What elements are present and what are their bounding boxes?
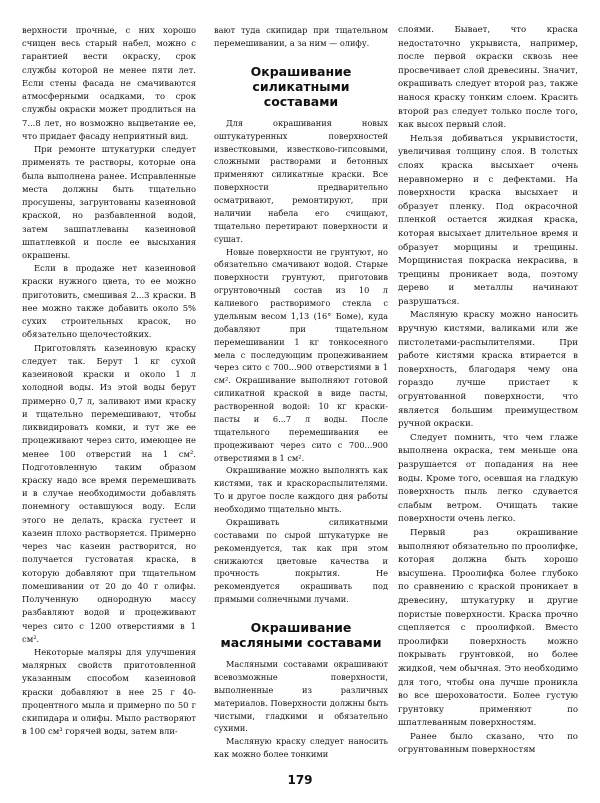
- text-column-right: [398, 24, 578, 758]
- paragraph: Следует помнить, что чем глаже выполнена окраска, тем меньше она разрушается от попадания на нее воды. Кроме того, осевшая на гладкую поверхность пыль легко сдувается слабым ветром. Очищать такие поверхности очень легко.: [398, 432, 578, 525]
- paragraph: Окрашивать силикатными составами по сырой штукатурке не рекомендуется, так как при этом снижаются цветовые качества и прочность покрытия. Не рекомендуется окрашивать под прямыми солнечными лучами.: [214, 516, 388, 605]
- paragraph: При ремонте штукатурки следует применять те растворы, которые она была выполнена ранее. Исправленные места должны быть тщательно просушены, загрунтованы казеиновой краской, но разбавленной водой, затем зашпатлеваны казеиновой шпатлевкой и после ее высыхания окрашены.: [22, 144, 196, 260]
- paragraph: Приготовлять казеиновую краску следует так. Берут 1 кг сухой казеиновой краски и около 1 л холодной воды. Из этой воды берут примерно 0,7 л, заливают ими краску и тщательно перемешивают, чтобы ликвидировать комки, и тут же ее процеживают через сито, имеющее не менее 100 отверстий на 1 см². Подготовленную таким образом краску надо все время перемешивать и в случае необходимости добавлять понемногу оставшуюся воду. Если этого не делать, краска густеет и казеин плохо растворяется. Примерно через час казеин растворится, но получается густоватая краска, в которую добавляют при тщательном помешивании от 20 до 40 г олифы. Полученную однородную массу разбавляют водой и процеживают через сито с 1200 отверстиями в 1 см².: [22, 342, 196, 644]
- paragraph: Для окрашивания новых оштукатуренных поверхностей известковыми, известково-гипсовыми, сложными растворами и бетонных применяют силикатные краски. Все поверхности предварительно осматривают, ремонтируют, при наличии набела его счищают, тщательно перетирают поверхности и сушат.: [214, 117, 388, 244]
- paragraph: Ранее было сказано, что по огрунтованным поверхностям: [398, 731, 578, 756]
- paragraph: Если в продаже нет казеиновой краски нужного цвета, то ее можно приготовить, смешивая 2...3 краски. В нее можно также добавить около 5% сухих строительных красок, но обязательно щелочестойких.: [22, 263, 196, 340]
- paragraph: Первый раз окрашивание выполняют обязательно по проолифке, которая должна быть хорошо высушена. Проолифка более глубоко по сравнению с краской проникает в древесину, штукатурку и другие пористые поверхности. Краска прочно сцепляется с проолифкой. Вместо проолифки поверхность можно покрывать грунтовкой, но более жидкой, чем обычная. Это необходимо для того, чтобы она лучше проникла во все шероховатости. Более густую грунтовку применяют по шпатлеванным поверхностям.: [398, 527, 578, 729]
- paragraph: Масляными составами окрашивают всевозможные поверхности, выполненные из различных материалов. Поверхности должны быть чистыми, гладкими и обязательно сухими.: [214, 659, 388, 734]
- paragraph: верхности прочные, с них хорошо счищен весь старый набел, можно с гарантией вести окраску, срок службы которой не менее пяти лет. Если стены фасада не смачиваются атмосферными осадками, то срок службы окраски может продлиться на 7...8 лет, но возможно выцветание ее, что придает фасаду неприятный вид.: [22, 25, 196, 141]
- paragraph: слоями. Бывает, что краска недостаточно укрывиста, например, после первой окраски сквозь нее просвечивает слой древесины. Значит, окрашивать следует второй раз, также нанося краску тонким слоем. Красить второй раз следует только после того, как высох первый слой.: [398, 25, 578, 131]
- page-number: 179: [287, 773, 313, 787]
- paragraph: Новые поверхности не грунтуют, но обязательно смачивают водой. Старые поверхности грунтуют, приготовив огрунтовочный состав из 10 л калиевого растворимого стекла с удельным весом 1,13 (16° Боме), куда добавляют при тщательном перемешивании 1 кг тонкосеяного мела с последующим процеживанием через сито с 700...900 отверстиями в 1 см². Окрашивание выполняют готовой силикатной краской в виде пасты, растворенной водой: 10 кг краски-пасты и 6...7 л воды. После тщательного перемешивания ее процеживают через сито с 700...900 отверстиями в 1 см².: [214, 246, 388, 463]
- paragraph: Некоторые маляры для улучшения малярных свойств приготовленной указанным способом казеиновой краски добавляют в нее 25 г 40-процентного мыла и примерно по 50 г скипидара и олифы. Мыло растворяют в 100 см³ горячей воды, затем вли-: [22, 647, 196, 737]
- paragraph: Нельзя добиваться укрывистости, увеличивая толщину слоя. В толстых слоях краска высыхает очень неравномерно и с дефектами. На поверхности краска высыхает и образует пленку. Под окрасочной пленкой остается жидкая краска, которая высыхает длительное время и образует морщины и трещины. Морщинистая покраска некрасива, в трещины проникает вода, поэтому дерево и металлы начинают разрушаться.: [398, 133, 578, 307]
- paragraph: Масляную краску следует наносить как можно более тонкими: [214, 736, 388, 760]
- text-column-left: [22, 24, 196, 739]
- paragraph: Масляную краску можно наносить вручную кистями, валиками или же пистолетами-распылителями. При работе кистями краска втирается в поверхность, благодаря чему она гораздо лучше пристает к огрунтованной поверхности, что является большим преимуществом ручной окраски.: [398, 310, 578, 430]
- paragraph: вают туда скипидар при тщательном перемешивании, а за ним — олифу.: [214, 25, 388, 48]
- paragraph: Окрашивание можно выполнять как кистями, так и краскораспылителями. То и другое после каждого дня работы необходимо тщательно мыть.: [214, 465, 388, 514]
- text-column-middle: [214, 24, 388, 761]
- section-heading: Окрашивание масляными составами: [220, 620, 382, 650]
- section-heading: Окрашивание силикатными составами: [250, 63, 352, 109]
